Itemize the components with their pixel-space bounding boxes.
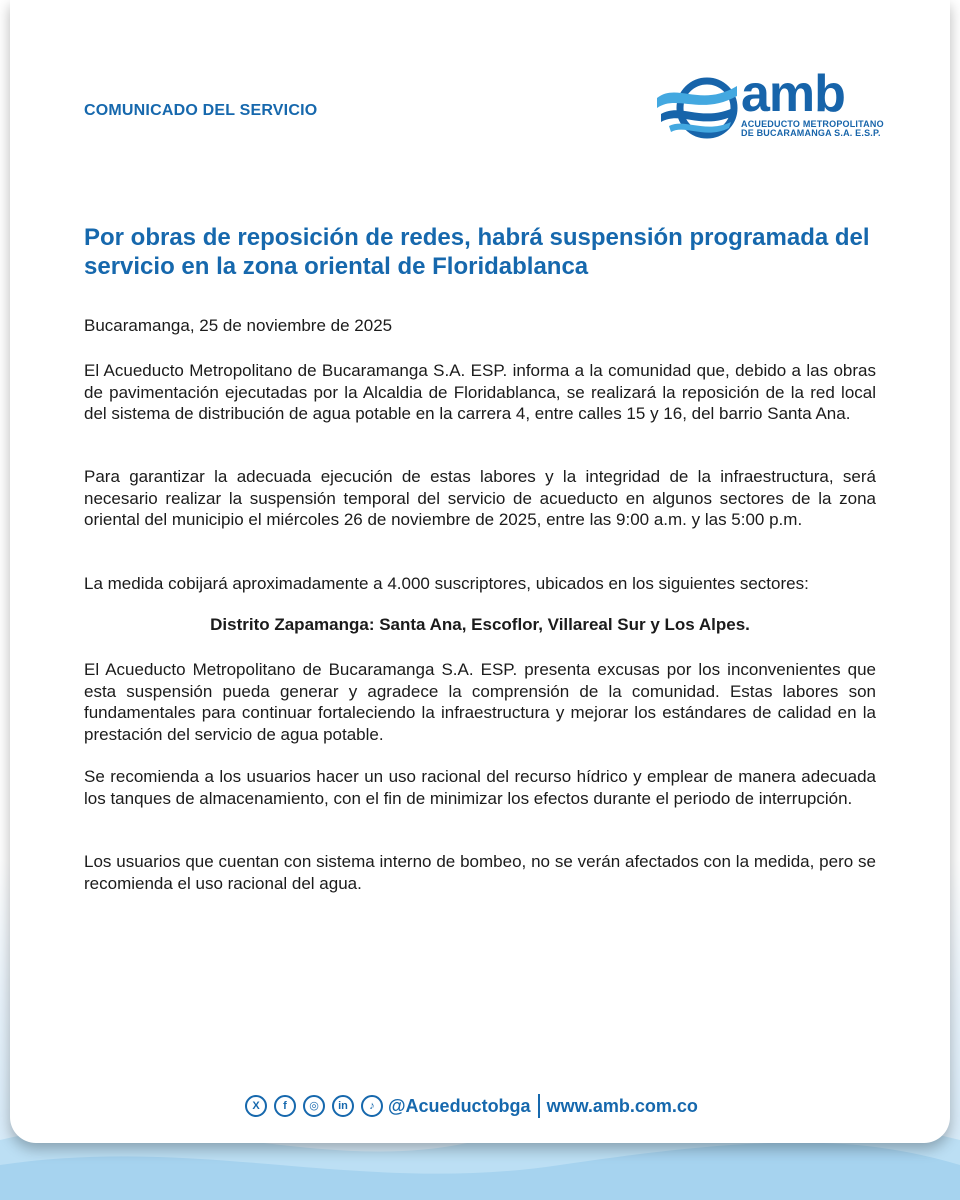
affected-sectors: Distrito Zapamanga: Santa Ana, Escoflor, Villareal Sur y Los Alpes.	[210, 615, 750, 634]
tiktok-icon[interactable]: ♪	[361, 1095, 383, 1117]
linkedin-icon[interactable]: in	[332, 1095, 354, 1117]
website-link[interactable]: www.amb.com.co	[546, 1095, 698, 1116]
date-line: Bucaramanga, 25 de noviembre de 2025	[84, 316, 393, 335]
notice-card	[10, 0, 950, 1143]
logo-subtitle-line2: DE BUCARAMANGA S.A. E.S.P.	[741, 128, 881, 138]
x-icon[interactable]: X	[245, 1095, 267, 1117]
footer-contact	[245, 1093, 698, 1119]
header-label: COMUNICADO DEL SERVICIO	[84, 102, 318, 119]
paragraph-pumping: Los usuarios que cuentan con sistema interno de bombeo, no se verán afectados con la medida, pero se recomienda el uso racional del agua.	[84, 852, 876, 893]
paragraph-recommendation: Se recomienda a los usuarios hacer un uso racional del recurso hídrico y emplear de manera adecuada los tanques de almacenamiento, con el fin de minimizar los efectos durante el periodo de interrupción.	[84, 767, 876, 808]
logo-wordmark: amb	[741, 65, 845, 123]
paragraph-suspension: Para garantizar la adecuada ejecución de estas labores y la integridad de la infraestructura, será necesario realizar la suspensión temporal del servicio de acueducto en algunos sectores de la zona oriental del municipio el miércoles 26 de noviembre de 2025, entre las 9:00 a.m. y las 5:00 p.m.	[84, 467, 876, 529]
facebook-icon[interactable]: f	[274, 1095, 296, 1117]
water-drop-icon	[655, 76, 739, 140]
paragraph-announcement: El Acueducto Metropolitano de Bucaramanga S.A. ESP. informa a la comunidad que, debido a las obras de pavimentación ejecutadas por la Alcaldia de Floridablanca, se realizará la reposición de la red local del sistema de distribución de agua potable en la carrera 4, entre calles 15 y 16, del barrio Santa Ana.	[84, 361, 876, 423]
social-handle[interactable]: @Acueductobga	[388, 1095, 531, 1116]
paragraph-subscribers: La medida cobijará aproximadamente a 4.000 suscriptores, ubicados en los siguientes sectores:	[84, 574, 809, 593]
footer-divider	[538, 1094, 540, 1118]
logo-subtitle-line1: ACUEDUCTO METROPOLITANO	[741, 119, 884, 129]
notice-title: Por obras de reposición de redes, habrá suspensión programada del servicio en la zona oriental de Floridablanca	[84, 224, 870, 280]
paragraph-apology: El Acueducto Metropolitano de Bucaramanga S.A. ESP. presenta excusas por los inconvenientes que esta suspensión pueda generar y agradece la comprensión de la comunidad. Estas labores son fundamentales para continuar fortaleciendo la infraestructura y mejorar los estándares de calidad en la prestación del servicio de agua potable.	[84, 660, 876, 744]
instagram-icon[interactable]: ◎	[303, 1095, 325, 1117]
amb-logo	[655, 65, 885, 140]
